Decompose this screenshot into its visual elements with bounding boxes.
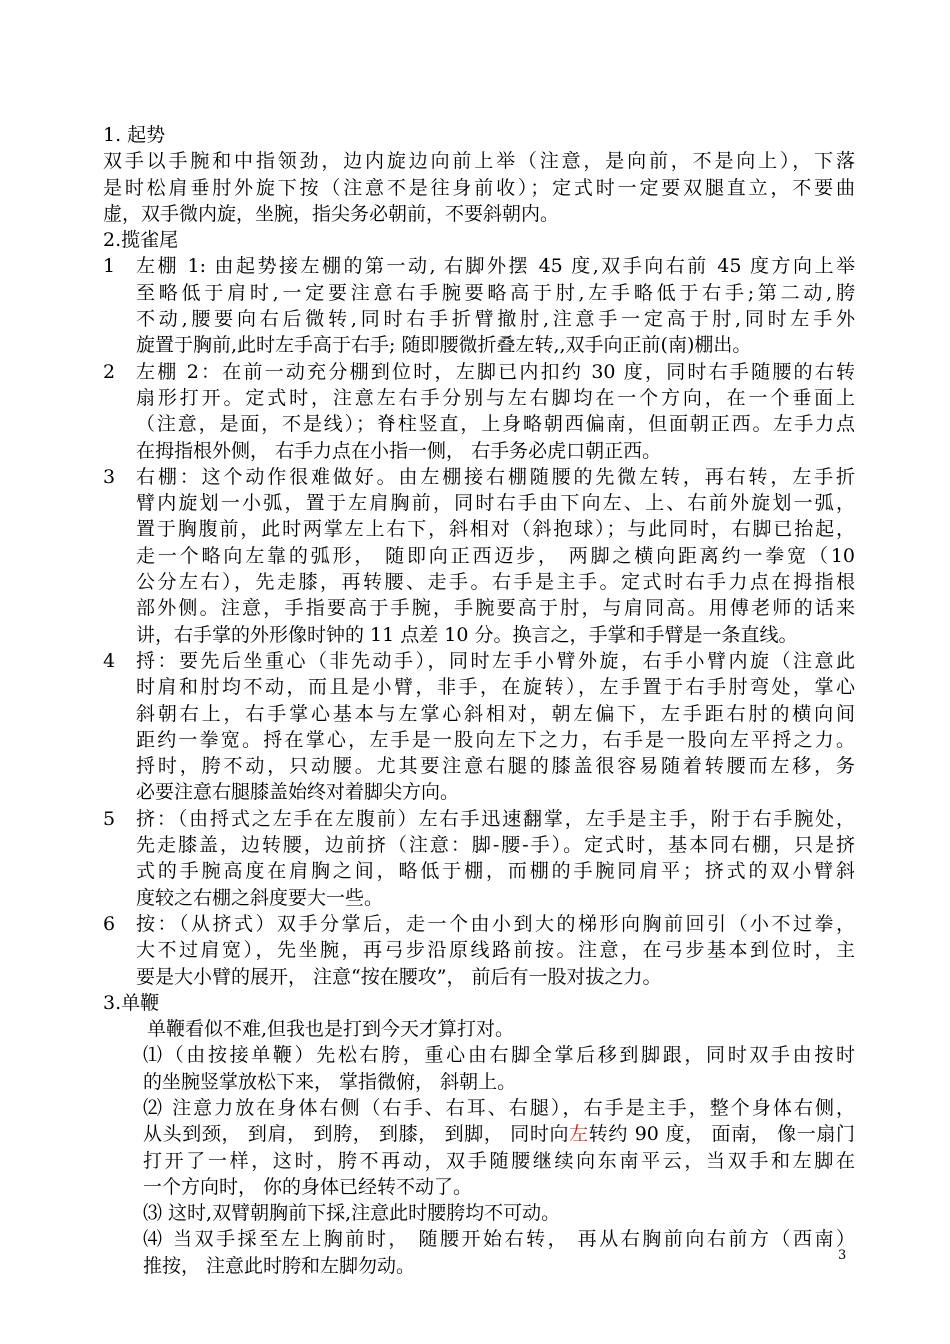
section-3-intro: 单鞭看似不难,但我也是打到今天才算打对。 bbox=[147, 1018, 515, 1041]
step-line: 打开了一样，这时，胯不再动，双手随腰继续向东南平云，当双手和左脚在 bbox=[143, 1149, 855, 1172]
list-line: 臂内旋划一小弧，置于左肩胸前，同时右手由下向左、上、右前外旋划一弧， bbox=[136, 492, 855, 515]
list-number: 3 bbox=[103, 465, 116, 488]
list-line: 不动,腰要向右后微转,同时右手折臂撤肘,注意手一定高于肘,同时左手外 bbox=[136, 308, 855, 331]
list-line: 时肩和肘均不动，而且是小臂，非手，在旋转），左手置于右手肘弯处，掌心 bbox=[136, 676, 855, 699]
step-line: 的坐腕竖掌放松下来， 掌指微俯， 斜朝上。 bbox=[143, 1070, 517, 1093]
list-line: 旋置于胸前,此时左手高于右手; 随即腰微折叠左转,,双手向正前(南)棚出。 bbox=[136, 334, 752, 357]
list-item-4 bbox=[103, 648, 855, 806]
list-line: 讲，右手掌的外形像时钟的 11 点差 10 分。换言之，手掌和手臂是一条直线。 bbox=[136, 623, 798, 646]
list-line: 置于胸腹前，此时两掌左上右下，斜相对（斜抱球）；与此同时，右脚已抬起， bbox=[136, 518, 855, 541]
list-line: 走一个略向左靠的弧形， 随即向正西迈步， 两脚之横向距离约一拳宽（10 bbox=[136, 544, 855, 567]
list-line: 先走膝盖，边转腰，边前挤（注意：脚-腰-手）。定式时，基本同右棚，只是挤 bbox=[136, 834, 855, 857]
step-3 bbox=[103, 1200, 855, 1226]
list-line: 扇形打开。定式时，注意左右手分别与左右脚均在一个方向，在一个垂面上 bbox=[136, 386, 855, 409]
step-line: 推按， 注意此时胯和左脚勿动。 bbox=[143, 1254, 416, 1277]
list-line: 左棚 2：在前一动充分棚到位时，左脚已内扣约 30 度，同时右手随腰的右转 bbox=[136, 360, 855, 383]
section-1-line: 是时松肩垂肘外旋下按（注意不是往身前收）；定式时一定要双腿直立，不要曲 bbox=[103, 176, 855, 199]
list-line: 要是大小臂的展开， 注意“按在腰攻”， 前后有一股对拔之力。 bbox=[136, 965, 662, 988]
list-number: 4 bbox=[103, 649, 116, 672]
list-line: 捋：要先后坐重心（非先动手），同时左手小臂外旋，右手小臂内旋（注意此 bbox=[136, 649, 855, 672]
list-number: 6 bbox=[103, 912, 116, 935]
list-line: 在拇指根外侧， 右手力点在小指一侧， 右手务必虎口朝正西。 bbox=[136, 439, 662, 462]
step-1 bbox=[103, 1042, 855, 1095]
step-line bbox=[143, 1121, 855, 1147]
section-3-heading: 3.单鞭 bbox=[103, 991, 160, 1014]
step-text: 从头到颈， 到肩， 到胯， 到膝， 到脚， 同时向 bbox=[143, 1123, 570, 1146]
list-line: 距约一拳宽。捋在掌心，左手是一股向左下之力，右手是一股向左平捋之力。 bbox=[136, 728, 855, 751]
section-2-heading: 2.揽雀尾 bbox=[103, 229, 179, 252]
list-line: （注意，是面，不是线）；脊柱竖直，上身略朝西偏南，但面朝正西。左手力点 bbox=[136, 413, 855, 436]
list-line: 按：（从挤式）双手分掌后，走一个由小到大的梯形向胸前回引（小不过拳， bbox=[136, 912, 855, 935]
list-line: 必要注意右腿膝盖始终对着脚尖方向。 bbox=[136, 781, 460, 804]
list-line: 斜朝右上，右手掌心基本与左掌心斜相对，朝左偏下，左手距右肘的横向间 bbox=[136, 702, 855, 725]
step-line: ⑴（由按接单鞭）先松右胯，重心由右脚全掌后移到脚跟，同时双手由按时 bbox=[143, 1044, 855, 1067]
section-1-line: 虚，双手微内旋，坐腕，指尖务必朝前，不要斜朝内。 bbox=[103, 202, 560, 225]
step-text: 转约 90 度， 面南， 像一扇门 bbox=[588, 1123, 855, 1146]
step-4 bbox=[103, 1226, 855, 1279]
list-line: 部外侧。注意，手指要高于手腕，手腕要高于肘，与肩同高。用傅老师的话来 bbox=[136, 597, 855, 620]
step-line: ⑵ 注意力放在身体右侧（右手、右耳、右腿），右手是主手，整个身体右侧， bbox=[143, 1096, 855, 1119]
document-body bbox=[103, 122, 855, 1279]
highlighted-word: 左 bbox=[569, 1123, 589, 1146]
list-line: 右棚：这个动作很难做好。由左棚接右棚随腰的先微左转，再右转，左手折 bbox=[136, 465, 855, 488]
list-line: 式的手腕高度在肩胸之间，略低于棚，而棚的手腕同肩平；挤式的双小臂斜 bbox=[136, 860, 855, 883]
list-line: 左棚 1: 由起势接左棚的第一动, 右脚外摆 45 度,双手向右前 45 度方向上举 bbox=[136, 255, 855, 278]
step-line: ⑷ 当双手採至左上胸前时， 随腰开始右转， 再从右胸前向右前方（西南） bbox=[143, 1228, 855, 1251]
list-item-5 bbox=[103, 806, 855, 911]
list-item-1 bbox=[103, 253, 855, 358]
list-line: 挤：（由捋式之左手在左腹前）左右手迅速翻掌，左手是主手，附于右手腕处， bbox=[136, 807, 855, 830]
list-line: 捋时，胯不动，只动腰。尤其要注意右腿的膝盖很容易随着转腰而左移，务 bbox=[136, 755, 855, 778]
list-line: 至略低于肩时,一定要注意右手腕要略高于肘,左手略低于右手;第二动,胯 bbox=[136, 281, 855, 304]
list-item-3 bbox=[103, 464, 855, 648]
list-line: 大不过肩宽），先坐腕，再弓步沿原线路前按。注意，在弓步基本到位时，主 bbox=[136, 939, 855, 962]
section-1-line: 双手以手腕和中指领劲，边内旋边向前上举（注意，是向前，不是向上），下落 bbox=[103, 150, 855, 173]
list-item-6 bbox=[103, 911, 855, 990]
list-line: 度较之右棚之斜度要大一些。 bbox=[136, 886, 384, 909]
step-line: 一个方向时， 你的身体已经转不动了。 bbox=[143, 1175, 473, 1198]
step-2 bbox=[103, 1095, 855, 1200]
list-number: 2 bbox=[103, 360, 116, 383]
list-number: 5 bbox=[103, 807, 116, 830]
list-item-2 bbox=[103, 359, 855, 464]
page-number: 3 bbox=[838, 1248, 847, 1263]
list-line: 公分左右），先走膝，再转腰、走手。右手是主手。定式时右手力点在拇指根 bbox=[136, 571, 855, 594]
list-number: 1 bbox=[103, 255, 116, 278]
section-1-heading: 1. 起势 bbox=[103, 124, 166, 146]
step-line: ⑶ 这时,双臂朝胸前下採,注意此时腰胯均不可动。 bbox=[143, 1202, 561, 1225]
